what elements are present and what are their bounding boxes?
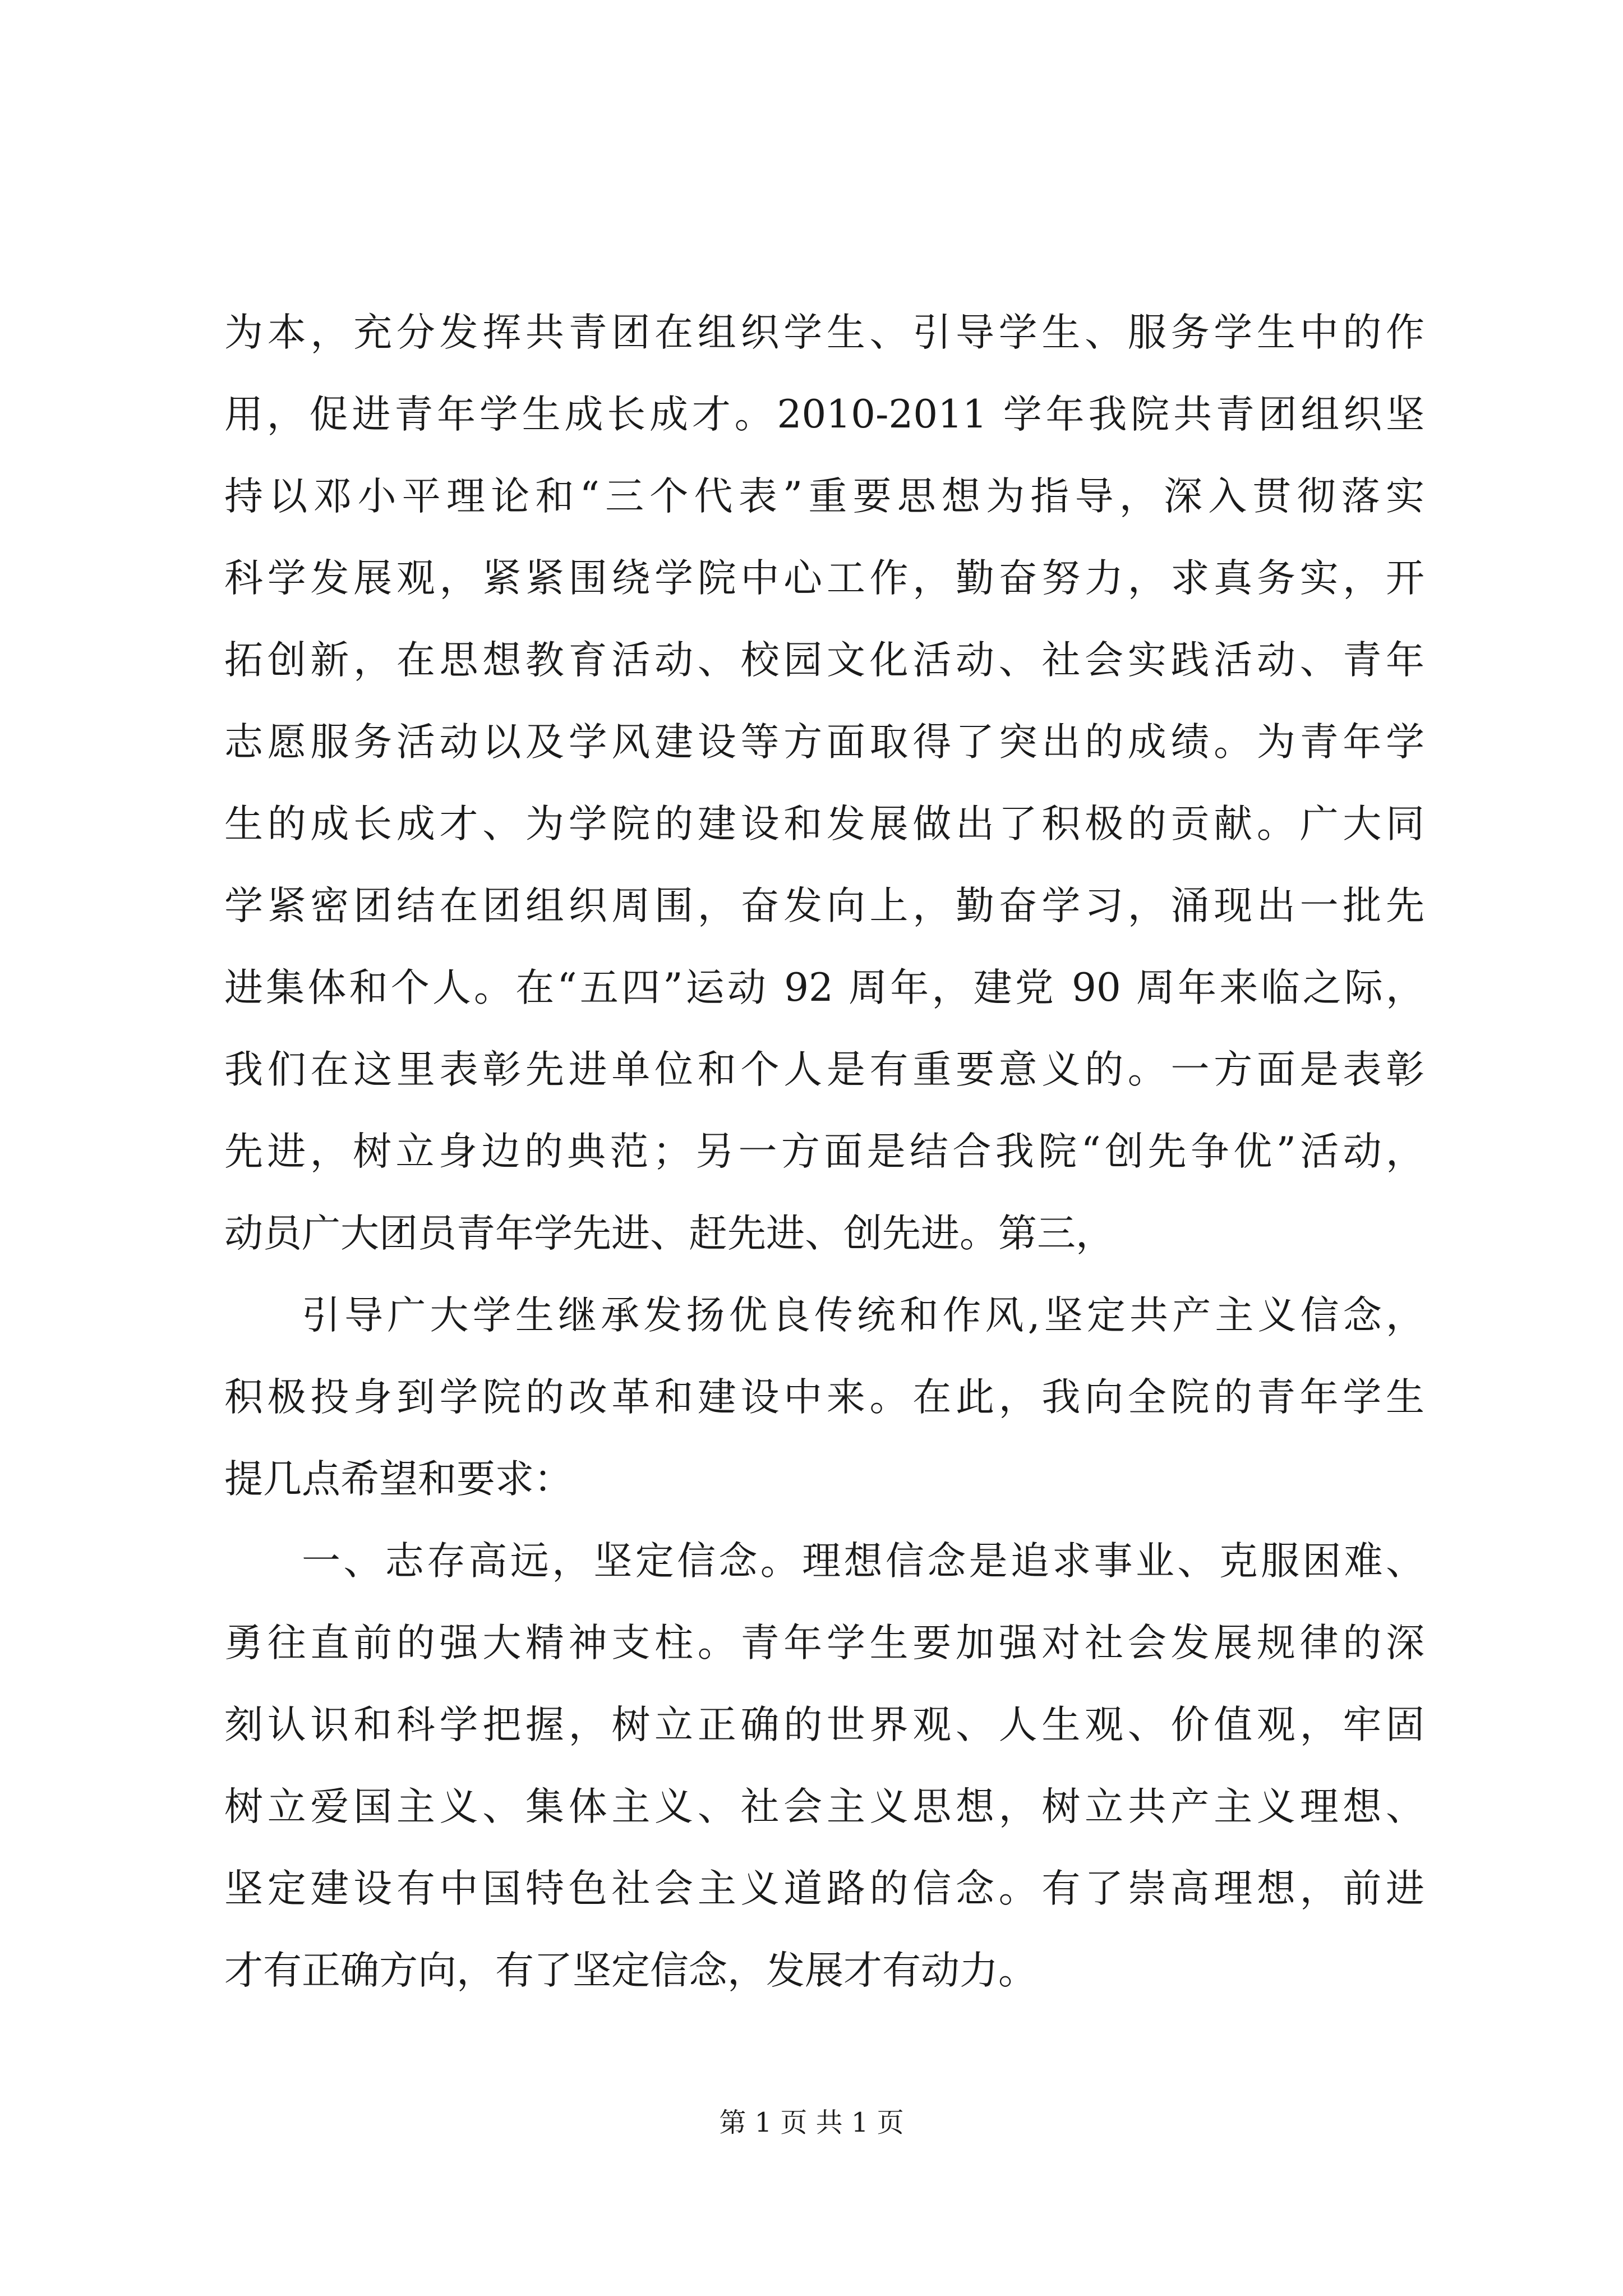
text-line: 刻认识和科学把握，树立正确的世界观、人生观、价值观，牢固	[224, 1703, 1424, 1747]
text-line: 才有正确方向，有了坚定信念，发展才有动力。	[224, 1948, 1037, 1993]
text-line: 积极投身到学院的改革和建设中来。在此，我向全院的青年学生	[224, 1375, 1424, 1420]
text-line: 为本，充分发挥共青团在组织学生、引导学生、服务学生中的作	[224, 310, 1424, 355]
paragraph	[224, 292, 1424, 1274]
text-line: 引导广大学生继承发扬优良传统和作风,坚定共产主义信念，	[302, 1293, 1424, 1338]
text-line: 生的成长成才、为学院的建设和发展做出了积极的贡献。广大同	[224, 802, 1424, 846]
paragraph	[224, 1274, 1424, 1520]
paragraph	[224, 1520, 1424, 2012]
text-line: 勇往直前的强大精神支柱。青年学生要加强对社会发展规律的深	[224, 1621, 1424, 1665]
text-line: 学紧密团结在团组织周围，奋发向上，勤奋学习，涌现出一批先	[224, 884, 1424, 928]
text-line: 坚定建设有中国特色社会主义道路的信念。有了崇高理想，前进	[224, 1866, 1424, 1911]
text-line: 提几点希望和要求：	[224, 1457, 573, 1502]
text-line: 一、志存高远，坚定信念。理想信念是追求事业、克服困难、	[302, 1539, 1424, 1584]
text-line: 树立爱国主义、集体主义、社会主义思想，树立共产主义理想、	[224, 1784, 1424, 1829]
text-line: 动员广大团员青年学先进、赶先进、创先进。第三，	[224, 1211, 1114, 1256]
page-footer: 第 1 页 共 1 页	[719, 2107, 904, 2138]
text-line: 我们在这里表彰先进单位和个人是有重要意义的。一方面是表彰	[224, 1047, 1424, 1092]
document-body	[224, 292, 1424, 2012]
text-line: 持以邓小平理论和“三个代表”重要思想为指导，深入贯彻落实	[224, 474, 1424, 519]
text-line: 科学发展观，紧紧围绕学院中心工作，勤奋努力，求真务实，开	[224, 556, 1424, 601]
text-line: 用，促进青年学生成长成才。2010-2011 学年我院共青团组织坚	[224, 392, 1424, 437]
text-line: 先进，树立身边的典范；另一方面是结合我院“创先争优”活动，	[224, 1129, 1424, 1174]
text-line: 进集体和个人。在“五四”运动 92 周年，建党 90 周年来临之际，	[224, 965, 1424, 1010]
text-line: 志愿服务活动以及学风建设等方面取得了突出的成绩。为青年学	[224, 720, 1424, 765]
text-line: 拓创新，在思想教育活动、校园文化活动、社会实践活动、青年	[224, 638, 1424, 683]
